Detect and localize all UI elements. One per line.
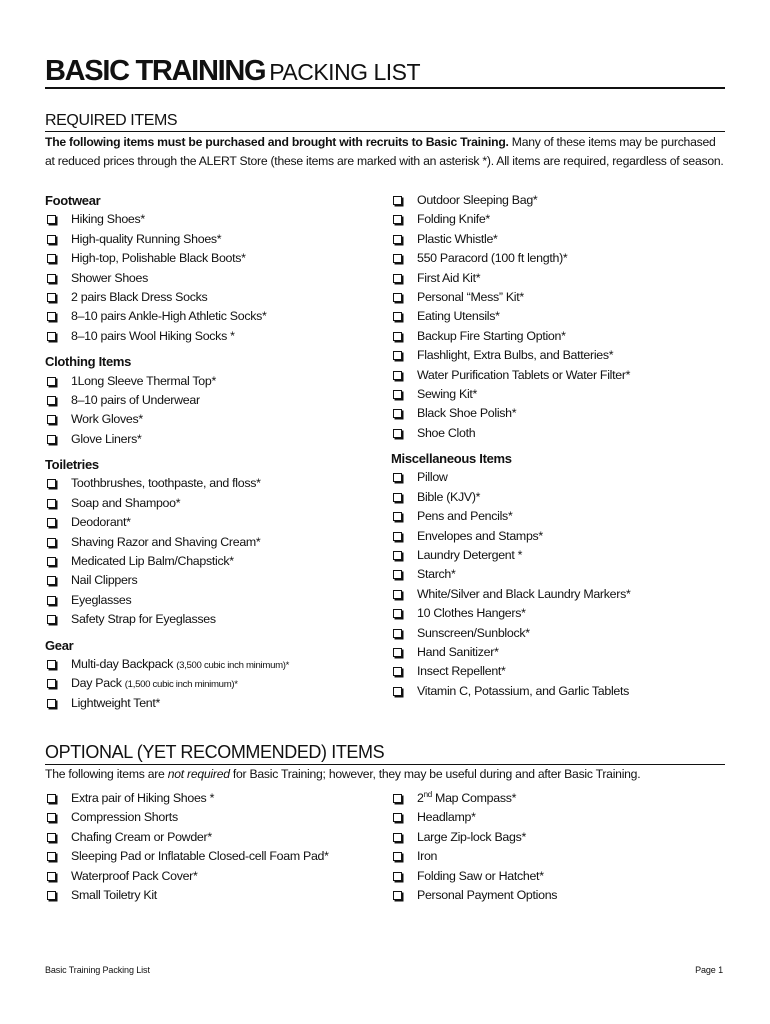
checkbox-icon[interactable] [393,551,402,560]
checkbox-icon[interactable] [47,254,56,263]
item-label: Medicated Lip Balm/Chapstick* [71,554,234,569]
item-label: Water Purification Tablets or Water Filter* [417,367,631,382]
checkbox-icon[interactable] [393,274,402,283]
checklist-item [391,886,731,905]
checkbox-icon[interactable] [47,274,56,283]
required-right-column [391,191,731,701]
checkbox-icon[interactable] [393,235,402,244]
checkbox-icon[interactable] [393,390,402,399]
checkbox-icon[interactable] [393,667,402,676]
checkbox-icon[interactable] [393,371,402,380]
checklist-item [45,867,385,886]
item-label: First Aid Kit* [417,270,481,285]
checkbox-icon[interactable] [393,196,402,205]
item-label: 2 pairs Black Dress Socks [71,289,208,304]
optional-items-heading: OPTIONAL (YET RECOMMENDED) ITEMS [45,742,725,765]
checklist-item [45,430,375,449]
optional-left-column [45,789,385,905]
checklist-item [45,610,375,629]
checklist-item [391,643,731,662]
item-label: Hand Sanitizer* [417,644,499,659]
checklist-item [45,847,385,866]
footwear-heading: Footwear [45,193,101,208]
item-label: 8–10 pairs Ankle-High Athletic Socks* [71,309,267,324]
checklist-item [391,210,731,229]
item-label-superscript: nd [423,790,432,799]
optional-intro-italic: not required [167,767,230,781]
required-left-column [45,191,375,713]
item-label: Work Gloves* [71,412,143,427]
checkbox-icon[interactable] [47,293,56,302]
item-label: Large Zip-lock Bags* [417,829,527,844]
checkbox-icon[interactable] [47,660,56,669]
item-label: Chafing Cream or Powder* [71,829,212,844]
checklist-item [45,269,375,288]
checkbox-icon[interactable] [47,435,56,444]
item-label: Sunscreen/Sunblock* [417,625,530,640]
checklist-item [391,230,731,249]
checkbox-icon[interactable] [47,499,56,508]
footer-title: Basic Training Packing List [45,965,150,975]
item-label: Lightweight Tent* [71,695,161,710]
item-label: Personal “Mess” Kit* [417,289,524,304]
checklist-item [391,404,731,423]
item-label: Pens and Pencils* [417,509,513,524]
checkbox-icon[interactable] [393,493,402,502]
checklist-item [45,552,375,571]
checklist-item [391,585,731,604]
checklist-item [391,424,731,443]
checklist-item [391,828,731,847]
checklist-item [391,662,731,681]
item-label: Eyeglasses [71,592,132,607]
item-label: Backup Fire Starting Option* [417,328,566,343]
checklist-item [45,210,375,229]
checkbox-icon[interactable] [47,596,56,605]
toiletries-heading: Toiletries [45,457,99,473]
checklist-item [391,385,731,404]
checklist-item [45,391,375,410]
item-label: Day Pack [71,676,122,691]
checkbox-icon[interactable] [47,518,56,527]
optional-intro [45,765,725,784]
checkbox-icon[interactable] [47,833,56,842]
checkbox-icon[interactable] [47,576,56,585]
item-label: Flashlight, Extra Bulbs, and Batteries* [417,348,614,363]
item-label: Multi-day Backpack [71,656,174,671]
checkbox-icon[interactable] [393,794,402,803]
checkbox-icon[interactable] [47,699,56,708]
required-items-heading: REQUIRED ITEMS [45,112,725,132]
optional-right-column [391,789,731,905]
footer-page-number: Page 1 [695,965,723,975]
checkbox-icon[interactable] [393,629,402,638]
page-title [45,55,725,89]
checklist-item [45,886,385,905]
item-label: Small Toiletry Kit [71,887,157,902]
checkbox-icon[interactable] [393,833,402,842]
checkbox-icon[interactable] [393,293,402,302]
item-label: Envelopes and Stamps* [417,528,543,543]
item-label: 8–10 pairs of Underwear [71,392,200,407]
checkbox-icon[interactable] [47,794,56,803]
item-note: (3,500 cubic inch minimum)* [176,659,290,671]
item-label: Glove Liners* [71,431,142,446]
item-label: Shoe Cloth [417,425,476,440]
item-label: Hiking Shoes* [71,212,145,227]
checklist-item [45,533,375,552]
item-label: 10 Clothes Hangers* [417,606,526,621]
checklist-item [391,488,731,507]
checkbox-icon[interactable] [393,590,402,599]
item-label: Black Shoe Polish* [417,406,517,421]
item-label: Insect Repellent* [417,664,506,679]
required-intro-bold: The following items must be purchased and brought with recruits to Basic Training. [45,135,509,149]
checklist-item [45,327,375,346]
checkbox-icon[interactable] [393,332,402,341]
checkbox-icon[interactable] [393,891,402,900]
item-label: Nail Clippers [71,573,138,588]
checklist-item [391,249,731,268]
checkbox-icon[interactable] [393,215,402,224]
item-label: Shaving Razor and Shaving Cream* [71,534,261,549]
checklist-item [391,507,731,526]
checklist-item [45,808,385,827]
page-title-bold: BASIC TRAINING [45,55,266,87]
optional-intro-after: for Basic Training; however, they may be useful during and after Basic Training. [229,767,641,781]
checklist-item [45,230,375,249]
checklist-item [45,828,385,847]
item-label: Sewing Kit* [417,386,478,401]
item-label: 1Long Sleeve Thermal Top* [71,373,216,388]
checklist-item [391,808,731,827]
checkbox-icon[interactable] [47,813,56,822]
checklist-item [45,249,375,268]
checklist-item [391,624,731,643]
checkbox-icon[interactable] [47,852,56,861]
checklist-item [45,655,375,674]
required-intro-rest: Many of these items may be purchased at reduced prices through the ALERT Store (these items are marked with an asterisk *). All items are required, regardless of season. [45,135,724,168]
item-note: (1,500 cubic inch minimum)* [124,679,238,691]
page-title-light: PACKING LIST [269,59,421,85]
checkbox-icon[interactable] [393,512,402,521]
item-label: Vitamin C, Potassium, and Garlic Tablets [417,683,630,698]
checklist-item [391,366,731,385]
misc-heading: Miscellaneous Items [391,451,512,467]
checklist-item [45,474,375,493]
item-label-prefix: 2 [417,791,424,805]
checklist-item [45,410,375,429]
checkbox-icon[interactable] [47,891,56,900]
optional-intro-before: The following items are [45,767,168,781]
checkbox-icon[interactable] [47,872,56,881]
item-label: Folding Knife* [417,212,490,227]
item-label: Personal Payment Options [417,887,558,902]
checklist-item [391,269,731,288]
checkbox-icon[interactable] [393,648,402,657]
checklist-item [45,591,375,610]
checklist-item [45,789,385,808]
checklist-item [45,494,375,513]
item-label: Soap and Shampoo* [71,495,181,510]
checklist-item [391,604,731,623]
checklist-item [45,571,375,590]
item-label: Bible (KJV)* [417,489,481,504]
item-label: Deodorant* [71,515,131,530]
checkbox-icon[interactable] [393,687,402,696]
checklist-item [391,546,731,565]
item-label: 550 Paracord (100 ft length)* [417,251,568,266]
checkbox-icon[interactable] [47,235,56,244]
item-label: Extra pair of Hiking Shoes * [71,791,215,805]
item-label: Sleeping Pad or Inflatable Closed-cell Foam Pad* [71,849,329,864]
checkbox-icon[interactable] [393,429,402,438]
checkbox-icon[interactable] [393,351,402,360]
checklist-item [45,674,375,693]
checklist-item [391,847,731,866]
checkbox-icon[interactable] [393,254,402,263]
checkbox-icon[interactable] [393,312,402,321]
checkbox-icon[interactable] [393,570,402,579]
item-label: Iron [417,849,438,864]
item-label: Compression Shorts [71,810,178,825]
item-label: Pillow [417,470,448,485]
checklist-item [391,789,731,808]
checkbox-icon[interactable] [47,396,56,405]
checkbox-icon[interactable] [47,557,56,566]
item-label: Outdoor Sleeping Bag* [417,193,538,207]
checkbox-icon[interactable] [393,409,402,418]
checklist-item [45,694,375,713]
required-intro [45,133,725,171]
item-label: Waterproof Pack Cover* [71,868,198,883]
checkbox-icon[interactable] [47,332,56,341]
item-label: Shower Shoes [71,270,148,285]
checkbox-icon[interactable] [47,479,56,488]
checkbox-icon[interactable] [47,377,56,386]
checkbox-icon[interactable] [393,609,402,618]
item-label: Plastic Whistle* [417,231,498,246]
checklist-item [391,327,731,346]
checklist-item [391,288,731,307]
item-label: White/Silver and Black Laundry Markers* [417,586,631,601]
checkbox-icon[interactable] [47,679,56,688]
checklist-item [391,346,731,365]
checklist-item [391,307,731,326]
checklist-item [391,527,731,546]
checkbox-icon[interactable] [47,615,56,624]
checklist-item [391,191,731,210]
clothing-heading: Clothing Items [45,354,132,370]
checkbox-icon[interactable] [47,415,56,424]
item-label: Map Compass* [431,791,517,805]
item-label: Eating Utensils* [417,309,500,324]
checklist-item [391,565,731,584]
item-label: 8–10 pairs Wool Hiking Socks * [71,328,235,343]
checklist-item [391,468,731,487]
item-label: Safety Strap for Eyeglasses [71,612,216,627]
gear-heading: Gear [45,637,74,653]
item-label: Laundry Detergent * [417,548,523,563]
checklist-item [391,682,731,701]
checkbox-icon[interactable] [47,215,56,224]
checkbox-icon[interactable] [393,872,402,881]
checklist-item [45,513,375,532]
checkbox-icon[interactable] [393,813,402,822]
item-label: High-quality Running Shoes* [71,231,222,246]
checkbox-icon[interactable] [393,473,402,482]
checklist-item [391,867,731,886]
item-label: Starch* [417,567,456,582]
checklist-item [45,307,375,326]
checkbox-icon[interactable] [47,538,56,547]
checklist-item [45,372,375,391]
checkbox-icon[interactable] [393,532,402,541]
item-label: Toothbrushes, toothpaste, and floss* [71,476,261,491]
item-label: High-top, Polishable Black Boots* [71,251,246,266]
checkbox-icon[interactable] [393,852,402,861]
checkbox-icon[interactable] [47,312,56,321]
item-label: Folding Saw or Hatchet* [417,868,544,883]
item-label: Headlamp* [417,810,476,825]
checklist-item [45,288,375,307]
